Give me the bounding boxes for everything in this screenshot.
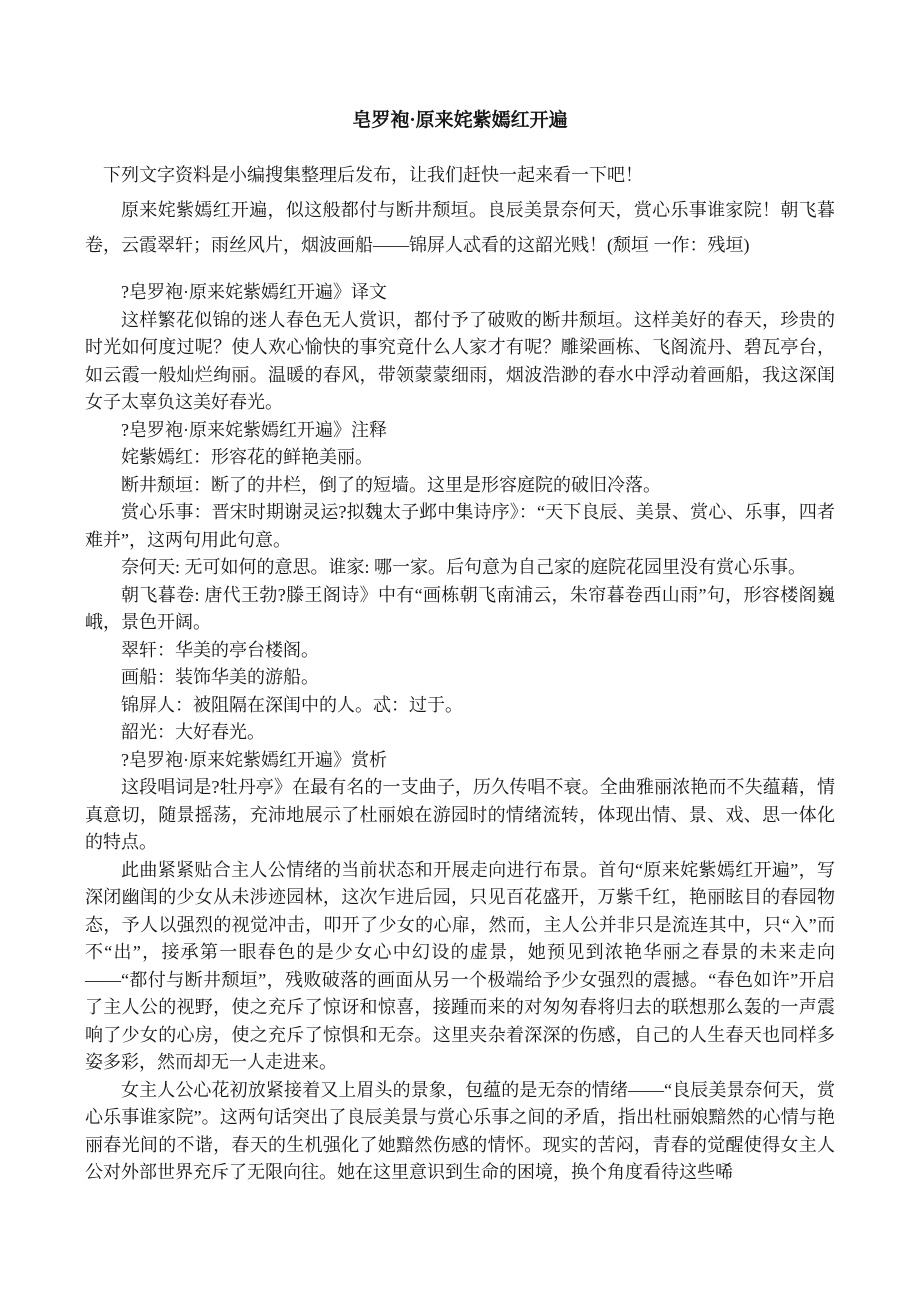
note-paragraph: 断井颓垣：断了的井栏，倒了的短墙。这里是形容庭院的破旧冷落。: [121, 474, 661, 495]
analysis-paragraph: 女主人公心花初放紧接着又上眉头的景象，包蕴的是无奈的情绪——“良辰美景奈何天，赏心乐事谁家院”。这两句话突出了良辰美景与赏心乐事之间的矛盾，指出杜丽娘黯然的心情与艳丽春光间的不谐，春天的生机强化了她黯然伤感的情怀。现实的苦闷，青春的觉醒使得女主人公对外部世界充斥了无限向往。她在这里意识到生命的困境，换个角度看待这些唏: [85, 1079, 835, 1182]
section-translation: [85, 279, 835, 417]
section-notes: [85, 417, 835, 747]
section-heading-translation: ?皂罗袍·原来姹紫嫣红开遍》译文: [121, 282, 387, 302]
section-heading-analysis: ?皂罗袍·原来姹紫嫣红开遍》赏析: [121, 749, 387, 770]
analysis-paragraph: 这段唱词是?牡丹亭》在最有名的一支曲子，历久传唱不衰。全曲雅丽浓艳而不失蕴藉，情真意切，随景摇荡，充沛地展示了杜丽娘在游园时的情绪流转，体现出情、景、戏、思一体化的特点。: [85, 777, 835, 852]
note-paragraph: 韶光：大好春光。: [121, 722, 265, 742]
note-paragraph: 赏心乐事：晋宋时期谢灵运?拟魏太子邺中集诗序》：“天下良辰、美景、赏心、乐事，四者难并”，这两句用此句意。: [85, 502, 835, 550]
page-title: 皂罗袍·原来姹紫嫣红开遍: [352, 110, 568, 131]
section-heading-notes: ?皂罗袍·原来姹紫嫣红开遍》注释: [121, 419, 387, 440]
poem-paragraph: 原来姹紫嫣红开遍，似这般都付与断井颓垣。良辰美景奈何天，赏心乐事谁家院！朝飞暮卷，云霞翠轩；雨丝风片，烟波画船——锦屏人忒看的这韶光贱！(颓垣 一作：残垣): [85, 200, 835, 255]
analysis-paragraph: 此曲紧紧贴合主人公情绪的当前状态和开展走向进行布景。首句“原来姹紫嫣红开遍”，写深闭幽闺的少女从未涉迹园林，这次乍进后园，只见百花盛开，万紫千红，艳丽眩目的春园物态，予人以强烈的视觉冲击，叩开了少女的心扉，然而，主人公并非只是流连其中，只“入”而不“出”，接承第一眼春色的是少女心中幻设的虚景，她预见到浓艳华丽之春景的未来走向——“都付与断井颓垣”，残败破落的画面从另一个极端给予少女强烈的震撼。“春色如许”开启了主人公的视野，使之充斥了惊讶和惊喜，接踵而来的对匆匆春将归去的联想那么轰的一声震响了少女的心房，使之充斥了惊惧和无奈。这里夹杂着深深的伤感，自己的人生春天也同样多姿多彩，然而却无一人走进来。: [85, 859, 835, 1072]
note-paragraph: 画船：装饰华美的游船。: [121, 667, 319, 687]
note-paragraph: 姹紫嫣红：形容花的鲜艳美丽。: [121, 447, 373, 467]
note-paragraph: 奈何天: 无可如何的意思。谁家: 哪一家。后句意为自己家的庭院花园里没有赏心乐事。: [121, 557, 806, 577]
translation-paragraph: 这样繁花似锦的迷人春色无人赏识，都付予了破败的断井颓垣。这样美好的春天，珍贵的时光如何度过呢？使人欢心愉快的事究竟什么人家才有呢？雕梁画栋、飞阁流丹、碧瓦亭台，如云霞一般灿烂绚丽。温暖的春风，带领蒙蒙细雨，烟波浩渺的春水中浮动着画船，我这深闺女子太辜负这美好春光。: [85, 309, 835, 412]
note-paragraph: 翠轩：华美的亭台楼阁。: [121, 639, 319, 660]
note-paragraph: 朝飞暮卷: 唐代王勃?滕王阁诗》中有“画栋朝飞南浦云，朱帘暮卷西山雨”句，形容楼阁巍峨，景色开阔。: [85, 584, 835, 632]
lead-block: [85, 158, 835, 263]
section-analysis: [85, 747, 835, 1187]
note-paragraph: 锦屏人：被阻隔在深闺中的人。忒：过于。: [121, 694, 463, 715]
intro-paragraph: 下列文字资料是小编搜集整理后发布，让我们赶快一起来看一下吧！: [103, 165, 643, 185]
